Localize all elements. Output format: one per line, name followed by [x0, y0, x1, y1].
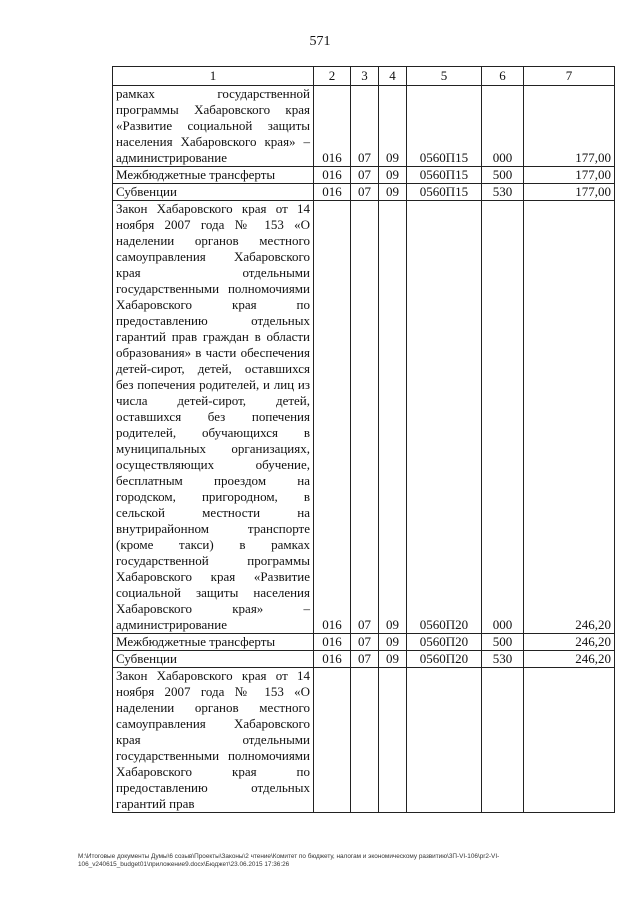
row-description: рамках государственной программы Хабаровского края «Развитие социальной защиты населения Хабаровского края» – администрирование: [113, 86, 314, 167]
ministry-code: 016: [314, 86, 351, 167]
amount: 177,00: [524, 184, 615, 201]
budget-table: [112, 66, 615, 813]
table-row: [113, 184, 615, 201]
target-article-code: 0560П15: [407, 86, 482, 167]
expense-type-code: 500: [482, 167, 524, 184]
section-code: 07: [351, 201, 379, 634]
section-code: 07: [351, 184, 379, 201]
expense-type-code: 000: [482, 201, 524, 634]
table-row: [113, 86, 615, 167]
target-article-code: 0560П20: [407, 651, 482, 668]
target-article-code: 0560П20: [407, 634, 482, 651]
amount: 177,00: [524, 86, 615, 167]
expense-type-code: 530: [482, 184, 524, 201]
section-code: [351, 668, 379, 813]
column-header-6: 6: [482, 67, 524, 86]
amount: 246,20: [524, 651, 615, 668]
ministry-code: 016: [314, 634, 351, 651]
subsection-code: 09: [379, 167, 407, 184]
subsection-code: 09: [379, 201, 407, 634]
amount: 246,20: [524, 201, 615, 634]
footer-path-line-2: 106_v240615_budget01\приложение9.docx\Бюджет\23.06.2015 17:36:26: [78, 861, 290, 868]
expense-type-code: 500: [482, 634, 524, 651]
ministry-code: 016: [314, 651, 351, 668]
subsection-code: 09: [379, 86, 407, 167]
footer-path-line-1: M:\Итоговые документы Думы\6 созыв\Проекты\Законы\2 чтение\Комитет по бюджету, налогам и экономическому развитию\3П-VI-106\pr2-VI-: [78, 853, 500, 860]
amount: 246,20: [524, 634, 615, 651]
expense-type-code: 530: [482, 651, 524, 668]
table-row: [113, 668, 615, 813]
section-code: 07: [351, 634, 379, 651]
column-header-5: 5: [407, 67, 482, 86]
ministry-code: [314, 668, 351, 813]
target-article-code: 0560П15: [407, 184, 482, 201]
table-row: [113, 167, 615, 184]
column-header-4: 4: [379, 67, 407, 86]
expense-type-code: [482, 668, 524, 813]
section-code: 07: [351, 651, 379, 668]
document-path-footer: [78, 853, 618, 869]
row-description: Субвенции: [113, 651, 314, 668]
column-header-3: 3: [351, 67, 379, 86]
ministry-code: 016: [314, 184, 351, 201]
row-description: Субвенции: [113, 184, 314, 201]
section-code: 07: [351, 86, 379, 167]
subsection-code: 09: [379, 651, 407, 668]
row-description: Закон Хабаровского края от 14 ноября 2007 года № 153 «О наделении органов местного самоуправления Хабаровского края отдельными государственными полномочиями Хабаровского края по предоставлению отдельных гарантий прав: [113, 668, 314, 813]
table-row: [113, 651, 615, 668]
column-header-2: 2: [314, 67, 351, 86]
column-header-7: 7: [524, 67, 615, 86]
ministry-code: 016: [314, 167, 351, 184]
table-row: [113, 634, 615, 651]
column-header-1: 1: [113, 67, 314, 86]
ministry-code: 016: [314, 201, 351, 634]
target-article-code: 0560П20: [407, 201, 482, 634]
row-description: Межбюджетные трансферты: [113, 167, 314, 184]
subsection-code: [379, 668, 407, 813]
row-description: Закон Хабаровского края от 14 ноября 2007 года № 153 «О наделении органов местного самоуправления Хабаровского края отдельными государственными полномочиями Хабаровского края по предоставлению отдельных гарантий прав граждан в области образования» в части обеспечения детей-сирот, детей, оставшихся без попечения родителей, и лиц из числа детей-сирот, детей, оставшихся без попечения родителей, обучающихся в муниципальных организациях, осуществляющих обучение, бесплатным проездом на городском, пригородном, в сельской местности на внутрирайонном транспорте (кроме такси) в рамках государственной программы Хабаровского края «Развитие социальной защиты населения Хабаровского края» – администрирование: [113, 201, 314, 634]
amount: 177,00: [524, 167, 615, 184]
subsection-code: 09: [379, 184, 407, 201]
target-article-code: 0560П15: [407, 167, 482, 184]
table-row: [113, 201, 615, 634]
row-description: Межбюджетные трансферты: [113, 634, 314, 651]
table-header-row: [113, 67, 615, 86]
target-article-code: [407, 668, 482, 813]
subsection-code: 09: [379, 634, 407, 651]
amount: [524, 668, 615, 813]
section-code: 07: [351, 167, 379, 184]
page-number: 571: [309, 34, 331, 49]
expense-type-code: 000: [482, 86, 524, 167]
